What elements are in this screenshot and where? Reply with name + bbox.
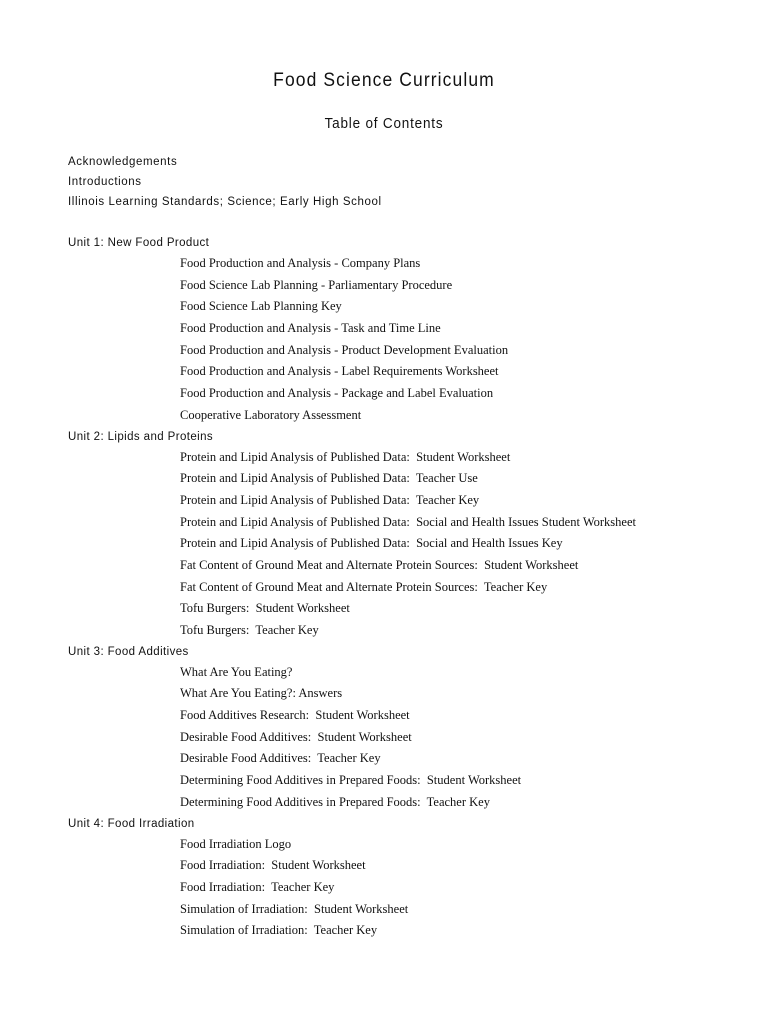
unit-heading: Unit 3: Food Additives: [68, 645, 189, 658]
unit-section: [68, 427, 758, 642]
toc-entry: Simulation of Irradiation: Teacher Key: [180, 923, 378, 938]
toc-entry: Simulation of Irradiation: Student Worksheet: [180, 901, 409, 916]
front-matter-item: Introductions: [68, 176, 142, 188]
toc-entry: Food Production and Analysis - Product Development Evaluation: [180, 342, 509, 357]
toc-entry: Food Science Lab Planning Key: [180, 299, 342, 314]
toc-entry: Food Production and Analysis - Task and Time Line: [180, 321, 441, 336]
toc-entry: Protein and Lipid Analysis of Published Data: Social and Health Issues Student Worksheet: [180, 514, 636, 529]
toc-entry: Food Irradiation: Teacher Key: [180, 879, 335, 894]
toc-entry: Desirable Food Additives: Teacher Key: [180, 751, 381, 766]
toc-entry: Determining Food Additives in Prepared Foods: Student Worksheet: [180, 773, 522, 788]
unit-section: [68, 233, 758, 427]
toc-entry: Fat Content of Ground Meat and Alternate Protein Sources: Teacher Key: [180, 579, 548, 594]
front-matter-list: [68, 152, 382, 212]
toc-entry: Protein and Lipid Analysis of Published Data: Teacher Use: [180, 471, 478, 486]
toc-entry: What Are You Eating?: Answers: [180, 686, 343, 701]
toc-entry: Food Additives Research: Student Worksheet: [180, 708, 410, 723]
unit-heading: Unit 4: Food Irradiation: [68, 817, 195, 830]
unit-heading: Unit 2: Lipids and Proteins: [68, 430, 214, 443]
toc-entry: Food Science Lab Planning - Parliamentary Procedure: [180, 277, 453, 292]
toc-entry: Food Irradiation: Student Worksheet: [180, 858, 366, 873]
units-list: [68, 233, 758, 942]
toc-entry: Protein and Lipid Analysis of Published Data: Student Worksheet: [180, 449, 511, 464]
toc-entry: Determining Food Additives in Prepared Foods: Teacher Key: [180, 794, 490, 809]
toc-entry: Food Production and Analysis - Label Requirements Worksheet: [180, 364, 499, 379]
toc-entry: Cooperative Laboratory Assessment: [180, 407, 362, 422]
toc-entry: Food Production and Analysis - Package and Label Evaluation: [180, 386, 494, 401]
toc-entry: Desirable Food Additives: Student Worksheet: [180, 729, 412, 744]
toc-entry: Tofu Burgers: Student Worksheet: [180, 601, 350, 616]
document-title: Food Science Curriculum: [273, 70, 495, 91]
unit-heading: Unit 1: New Food Product: [68, 237, 210, 249]
toc-entry: Food Irradiation Logo: [180, 836, 292, 851]
unit-section: [68, 814, 758, 942]
toc-entry: Protein and Lipid Analysis of Published Data: Social and Health Issues Key: [180, 536, 563, 551]
toc-entry: Protein and Lipid Analysis of Published Data: Teacher Key: [180, 492, 480, 507]
front-matter-item: Acknowledgements: [68, 156, 178, 168]
toc-entry: Food Production and Analysis - Company Plans: [180, 256, 421, 270]
table-of-contents-heading: Table of Contents: [324, 115, 444, 132]
toc-entry: Fat Content of Ground Meat and Alternate Protein Sources: Student Worksheet: [180, 557, 579, 572]
unit-section: [68, 642, 758, 814]
toc-entry: What Are You Eating?: [180, 664, 293, 679]
toc-entry: Tofu Burgers: Teacher Key: [180, 623, 319, 637]
front-matter-item: Illinois Learning Standards; Science; Early High School: [68, 196, 382, 208]
